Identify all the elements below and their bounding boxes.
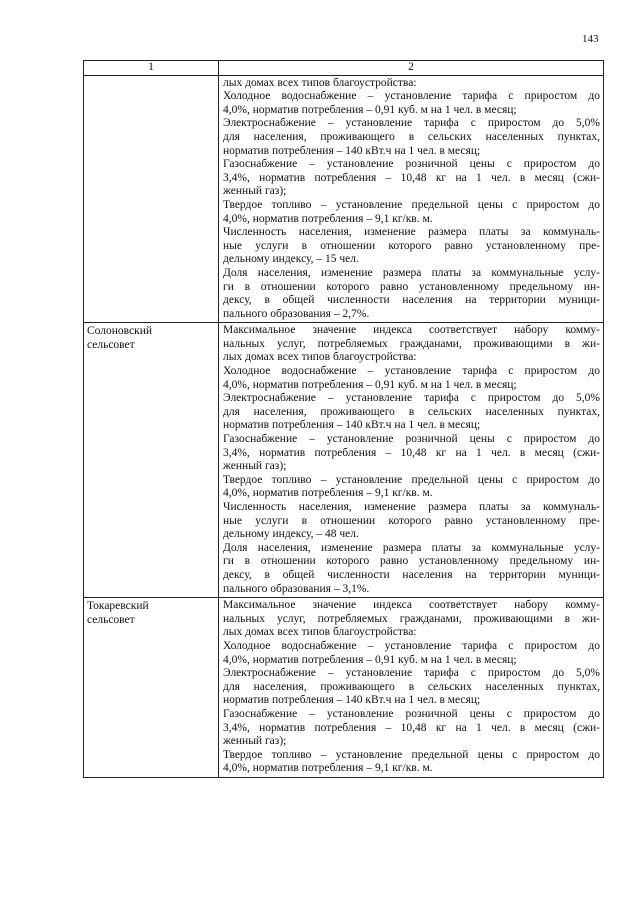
description-paragraph	[223, 365, 600, 392]
text-line: Максимальное значение индекса соответствует набору комму-	[223, 599, 600, 612]
municipality-name-cell	[84, 598, 219, 778]
index-description-cell	[219, 75, 604, 323]
description-paragraph	[223, 708, 600, 749]
page-number: 143	[582, 33, 599, 45]
text-line: Газоснабжение – установление розничной цены с приростом до	[223, 158, 600, 171]
text-line: Твердое топливо – установление предельной цены с приростом до	[223, 198, 600, 211]
table-row	[84, 75, 604, 323]
text-line: Электроснабжение – установление тарифа с приростом до 5,0%	[223, 667, 600, 680]
text-line: Численность населения, изменение размера платы за коммуналь-	[223, 226, 600, 239]
text-line: дельному индексу, – 48 чел.	[223, 528, 359, 541]
text-line: 4,0%, норматив потребления – 9,1 кг/кв. м.	[223, 212, 433, 225]
description-paragraph	[223, 267, 600, 321]
description-paragraph	[223, 640, 600, 667]
description-paragraph	[223, 667, 600, 708]
text-line: Твердое топливо – установление предельной цены с приростом до	[223, 748, 600, 761]
column-1-header: 1	[84, 61, 219, 76]
municipality-name-line: сельсовет	[87, 613, 135, 626]
index-description-cell	[219, 598, 604, 778]
text-line: для населения, проживающего в сельских населенных пунктах,	[223, 130, 600, 143]
municipality-name-cell	[84, 75, 219, 323]
text-line: дельному индексу, – 15 чел.	[223, 253, 359, 266]
text-line: Численность населения, изменение размера платы за коммуналь-	[223, 501, 600, 513]
index-description-cell	[219, 323, 604, 598]
text-line: пального образования – 2,7%.	[223, 307, 370, 320]
text-line: дексу, в общей численности населения на территории муници-	[223, 294, 600, 307]
description-paragraph	[223, 90, 600, 117]
text-line: Максимальное значение индекса соответствует набору комму-	[223, 324, 600, 337]
table-body	[84, 75, 604, 777]
text-line: женный газ);	[223, 460, 287, 473]
description-paragraph	[223, 392, 600, 433]
municipality-name-line: сельсовет	[87, 338, 135, 351]
text-line: нальных услуг, потребляемых гражданами, проживающими в жи-	[223, 337, 600, 350]
description-paragraph	[223, 749, 600, 776]
description-paragraph	[223, 117, 600, 158]
description-paragraph	[223, 77, 600, 91]
text-line: Холодное водоснабжение – установление тарифа с приростом до	[223, 639, 600, 652]
text-line: норматив потребления – 140 кВт.ч на 1 чел. в месяц;	[223, 419, 481, 432]
description-paragraph	[223, 324, 600, 365]
text-line: 3,4%, норматив потребления – 10,48 кг на 1 чел. в месяц (сжи-	[223, 446, 600, 459]
text-line: для населения, проживающего в сельских населенных пунктах,	[223, 405, 600, 418]
text-line: Электроснабжение – установление тарифа с приростом до 5,0%	[223, 392, 600, 405]
text-line: 4,0%, норматив потребления – 9,1 кг/кв. м.	[223, 762, 433, 775]
text-line: ные услуги в отношении которого равно установленному пре-	[223, 239, 600, 252]
text-line: дексу, в общей численности населения на территории муници-	[223, 568, 600, 581]
description-paragraph	[223, 501, 600, 542]
text-line: 4,0%, норматив потребления – 9,1 кг/кв. м.	[223, 487, 433, 500]
table-row	[84, 598, 604, 778]
municipality-name-line: Солоновский	[87, 325, 153, 338]
text-line: лых домах всех типов благоустройства:	[223, 351, 417, 364]
text-line: женный газ);	[223, 735, 287, 748]
municipal-index-table	[83, 60, 604, 778]
text-line: 3,4%, норматив потребления – 10,48 кг на 1 чел. в месяц (сжи-	[223, 171, 600, 184]
table-row	[84, 323, 604, 598]
text-line: лых домах всех типов благоустройства:	[223, 76, 417, 89]
text-line: 4,0%, норматив потребления – 0,91 куб. м на 1 чел. в месяц;	[223, 103, 517, 116]
text-line: Газоснабжение – установление розничной цены с приростом до	[223, 433, 600, 446]
text-line: Холодное водоснабжение – установление тарифа с приростом до	[223, 365, 600, 378]
text-line: ги в отношении которого равно установленному предельному ин-	[223, 555, 600, 568]
description-paragraph	[223, 433, 600, 474]
text-line: ные услуги в отношении которого равно установленному пре-	[223, 514, 600, 527]
text-line: Твердое топливо – установление предельной цены с приростом до	[223, 473, 600, 486]
text-line: нальных услуг, потребляемых гражданами, проживающими в жи-	[223, 612, 600, 625]
text-line: пального образования – 3,1%.	[223, 582, 370, 595]
description-paragraph	[223, 226, 600, 267]
text-line: норматив потребления – 140 кВт.ч на 1 чел. в месяц;	[223, 694, 481, 707]
text-line: Электроснабжение – установление тарифа с приростом до 5,0%	[223, 117, 600, 130]
text-line: 3,4%, норматив потребления – 10,48 кг на 1 чел. в месяц (сжи-	[223, 721, 600, 734]
description-paragraph	[223, 158, 600, 199]
column-2-header: 2	[219, 61, 604, 76]
municipality-name-cell	[84, 323, 219, 598]
text-line: женный газ);	[223, 185, 287, 198]
text-line: норматив потребления – 140 кВт.ч на 1 чел. в месяц;	[223, 144, 481, 157]
description-paragraph	[223, 542, 600, 596]
text-line: Холодное водоснабжение – установление тарифа с приростом до	[223, 90, 600, 103]
municipality-name-line: Токаревский	[87, 600, 149, 613]
description-paragraph	[223, 599, 600, 640]
description-paragraph	[223, 474, 600, 501]
text-line: Газоснабжение – установление розничной цены с приростом до	[223, 707, 600, 720]
table-header-row	[84, 61, 604, 76]
text-line: Доля населения, изменение размера платы за коммунальные услу-	[223, 266, 600, 279]
text-line: для населения, проживающего в сельских населенных пунктах,	[223, 680, 600, 693]
text-line: лых домах всех типов благоустройства:	[223, 626, 417, 639]
text-line: Доля населения, изменение размера платы за коммунальные услу-	[223, 541, 600, 554]
description-paragraph	[223, 199, 600, 226]
text-line: ги в отношении которого равно установленному предельному ин-	[223, 280, 600, 293]
text-line: 4,0%, норматив потребления – 0,91 куб. м на 1 чел. в месяц;	[223, 653, 517, 666]
text-line: 4,0%, норматив потребления – 0,91 куб. м на 1 чел. в месяц;	[223, 378, 517, 391]
